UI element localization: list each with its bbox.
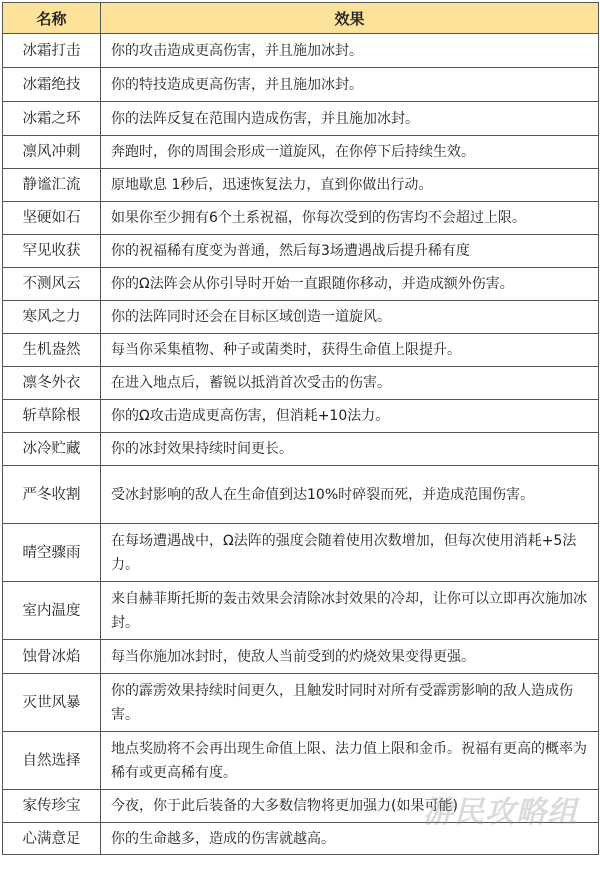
row-name: 自然选择 bbox=[3, 732, 101, 790]
header-name: 名称 bbox=[3, 3, 101, 34]
row-name: 凛冬外衣 bbox=[3, 367, 101, 400]
row-name: 寒风之力 bbox=[3, 301, 101, 334]
table-row bbox=[3, 640, 599, 674]
table-row bbox=[3, 268, 599, 301]
row-name: 严冬收割 bbox=[3, 466, 101, 524]
row-name: 冰霜打击 bbox=[3, 34, 101, 68]
row-desc: 你的生命越多，造成的伤害就越高。 bbox=[101, 823, 599, 855]
row-name: 凛风冲刺 bbox=[3, 136, 101, 169]
row-desc: 每当你施加冰封时，使敌人当前受到的灼烧效果变得更强。 bbox=[101, 640, 599, 674]
table-row bbox=[3, 823, 599, 855]
watermark-logo: 游民攻略组 bbox=[423, 795, 578, 830]
table-row bbox=[3, 68, 599, 102]
table-row bbox=[3, 136, 599, 169]
row-desc: 来自赫菲斯托斯的轰击效果会清除冰封效果的冷却，让你可以立即再次施加冰封。 bbox=[101, 582, 599, 640]
row-desc: 你的特技造成更高伤害，并且施加冰封。 bbox=[101, 68, 599, 102]
row-desc: 今夜，你于此后装备的大多数信物将更加强力(如果可能) bbox=[101, 790, 599, 823]
row-desc: 在每场遭遇战中，Ω法阵的强度会随着使用次数增加，但每次使用消耗+5法力。 bbox=[101, 524, 599, 582]
table-row bbox=[3, 674, 599, 732]
table-row bbox=[3, 433, 599, 466]
row-desc: 原地歇息 1秒后，迅速恢复法力，直到你做出行动。 bbox=[101, 169, 599, 202]
table-row bbox=[3, 466, 599, 524]
row-name: 冰冷贮藏 bbox=[3, 433, 101, 466]
row-desc: 你的祝福稀有度变为普通，然后每3场遭遇战后提升稀有度 bbox=[101, 235, 599, 268]
row-desc: 如果你至少拥有6个土系祝福，你每次受到的伤害均不会超过上限。 bbox=[101, 202, 599, 235]
row-desc: 奔跑时，你的周围会形成一道旋风，在你停下后持续生效。 bbox=[101, 136, 599, 169]
table-row bbox=[3, 524, 599, 582]
row-desc: 地点奖励将不会再出现生命值上限、法力值上限和金币。祝福有更高的概率为稀有或更高稀有度。 bbox=[101, 732, 599, 790]
row-name: 晴空骤雨 bbox=[3, 524, 101, 582]
row-name: 室内温度 bbox=[3, 582, 101, 640]
table-row bbox=[3, 169, 599, 202]
row-name: 斩草除根 bbox=[3, 400, 101, 433]
row-name: 心满意足 bbox=[3, 823, 101, 855]
header-effect: 效果 bbox=[101, 3, 599, 34]
row-desc: 你的霹雳效果持续时间更久，且触发时同时对所有受霹雳影响的敌人造成伤害。 bbox=[101, 674, 599, 732]
row-desc: 你的Ω法阵会从你引导时开始一直跟随你移动，并造成额外伤害。 bbox=[101, 268, 599, 301]
row-name: 冰霜之环 bbox=[3, 102, 101, 136]
row-desc: 每当你采集植物、种子或菌类时，获得生命值上限提升。 bbox=[101, 334, 599, 367]
row-desc: 你的法阵同时还会在目标区域创造一道旋风。 bbox=[101, 301, 599, 334]
table-row bbox=[3, 235, 599, 268]
row-name: 生机盎然 bbox=[3, 334, 101, 367]
row-name: 不测风云 bbox=[3, 268, 101, 301]
row-name: 静谧汇流 bbox=[3, 169, 101, 202]
row-name: 罕见收获 bbox=[3, 235, 101, 268]
row-desc: 你的攻击造成更高伤害，并且施加冰封。 bbox=[101, 34, 599, 68]
row-name: 坚硬如石 bbox=[3, 202, 101, 235]
table-row bbox=[3, 334, 599, 367]
table-row bbox=[3, 301, 599, 334]
row-name: 家传珍宝 bbox=[3, 790, 101, 823]
table-row bbox=[3, 400, 599, 433]
header-row bbox=[3, 3, 599, 34]
row-desc: 你的法阵反复在范围内造成伤害，并且施加冰封。 bbox=[101, 102, 599, 136]
row-name: 灭世风暴 bbox=[3, 674, 101, 732]
effects-table bbox=[2, 2, 599, 855]
row-name: 冰霜绝技 bbox=[3, 68, 101, 102]
table-row bbox=[3, 790, 599, 823]
table-row bbox=[3, 102, 599, 136]
row-desc: 你的冰封效果持续时间更长。 bbox=[101, 433, 599, 466]
row-desc: 在进入地点后，蓄锐以抵消首次受击的伤害。 bbox=[101, 367, 599, 400]
row-desc: 受冰封影响的敌人在生命值到达10%时碎裂而死，并造成范围伤害。 bbox=[101, 466, 599, 524]
table-row bbox=[3, 732, 599, 790]
table-row bbox=[3, 34, 599, 68]
row-name: 蚀骨冰焰 bbox=[3, 640, 101, 674]
row-desc: 你的Ω攻击造成更高伤害，但消耗+10法力。 bbox=[101, 400, 599, 433]
table-row bbox=[3, 582, 599, 640]
table-row bbox=[3, 202, 599, 235]
table-row bbox=[3, 367, 599, 400]
